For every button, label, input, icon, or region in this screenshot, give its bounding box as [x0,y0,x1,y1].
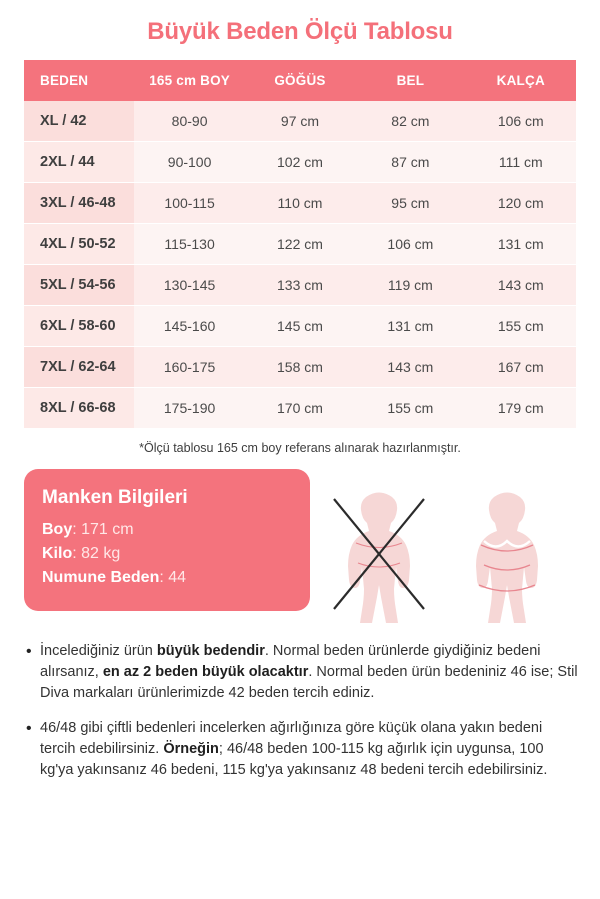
table-note: *Ölçü tablosu 165 cm boy referans alınarak hazırlanmıştır. [139,441,461,455]
cell-height: 145-160 [134,306,244,347]
cell-waist: 143 cm [355,347,465,388]
cell-size: 6XL / 58-60 [24,306,134,347]
cell-hip: 120 cm [466,183,576,224]
table-row [24,347,576,388]
cell-hip: 106 cm [466,101,576,142]
cell-waist: 155 cm [355,388,465,429]
column-header-boy: 165 cm BOY [134,60,244,101]
cell-bust: 170 cm [245,388,355,429]
cell-bust: 102 cm [245,142,355,183]
cell-waist: 95 cm [355,183,465,224]
model-row-sample-size: Numune Beden: 44 [42,569,187,586]
cell-height: 175-190 [134,388,244,429]
bullet-dot-icon: • [26,720,32,738]
cell-hip: 155 cm [466,306,576,347]
model-value-height: 171 cm [81,521,134,538]
bullet-part-strong: Örneğin [163,741,219,758]
cell-size: 2XL / 44 [24,142,134,183]
model-card-heading: Manken Bilgileri [42,487,188,508]
measurement-figures [310,469,576,623]
cell-hip: 167 cm [466,347,576,388]
table-row [24,224,576,265]
cell-waist: 87 cm [355,142,465,183]
cell-height: 115-130 [134,224,244,265]
cell-bust: 145 cm [245,306,355,347]
table-header [24,60,576,101]
cell-waist: 131 cm [355,306,465,347]
bullet-part: ; 46/48 beden 100-115 kg ağırlık için uygunsa, 100 kg'ya yakınsanız 46 bedeni, 115 kg'ya yakınsanız 48 bedeni tercih edebilirsiniz. [40,741,548,779]
table-row [24,388,576,429]
model-info-card [24,469,310,611]
bullet-part-strong: en az 2 beden büyük olacaktır [102,664,309,681]
cell-size: 8XL / 66-68 [24,388,134,429]
bullet-part: 46/48 gibi çiftli bedenleri incelerken ağırlığınıza göre küçük olana yakın bedeni tercih edebilirsiniz. [40,720,543,758]
cell-hip: 131 cm [466,224,576,265]
column-header-bel: BEL [355,60,465,101]
table-row [24,142,576,183]
cell-size: 5XL / 54-56 [24,265,134,306]
cell-waist: 106 cm [355,224,465,265]
cell-hip: 143 cm [466,265,576,306]
table-header-row [24,60,576,101]
bullet-text-2 [40,718,580,781]
cell-hip: 179 cm [466,388,576,429]
cell-height: 130-145 [134,265,244,306]
cell-height: 80-90 [134,101,244,142]
table-body [24,101,576,429]
model-value-weight: 82 kg [81,545,121,562]
correct-measure-figure-icon [448,483,566,623]
bullet-part: . Normal beden ürün bedeniniz 46 ise; Stil Diva markaları ürünlerimizde 42 beden tercih ediniz. [40,664,578,702]
notes-list [26,641,580,781]
column-header-gogus: GÖĞÜS [245,60,355,101]
table-row [24,265,576,306]
cell-height: 90-100 [134,142,244,183]
table-row [24,306,576,347]
cell-bust: 97 cm [245,101,355,142]
bullet-part: İncelediğiniz ürün [40,643,157,659]
cell-height: 100-115 [134,183,244,224]
cell-bust: 122 cm [245,224,355,265]
cell-size: XL / 42 [24,101,134,142]
model-row-weight: Kilo: 82 kg [42,545,121,562]
page-title: Büyük Beden Ölçü Tablosu [147,18,453,45]
column-header-beden: BEDEN [24,60,134,101]
list-item [26,718,580,781]
bullet-dot-icon: • [26,643,32,660]
model-value-sample-size: 44 [168,569,187,586]
model-label-weight: Kilo [42,545,73,562]
cell-size: 4XL / 50-52 [24,224,134,265]
table-row [24,101,576,142]
cell-bust: 158 cm [245,347,355,388]
wrong-measure-figure-icon [320,483,438,623]
bullet-part-strong: büyük bedendir [156,643,265,659]
bullet-part: . Normal beden ürünlerde giydiğiniz bedeni alırsanız, [40,643,541,681]
bullet-text-1 [40,641,580,704]
cell-bust: 110 cm [245,183,355,224]
cell-size: 7XL / 62-64 [24,347,134,388]
cell-height: 160-175 [134,347,244,388]
cell-size: 3XL / 46-48 [24,183,134,224]
model-label-sample-size: Numune Beden [42,569,160,586]
cell-waist: 119 cm [355,265,465,306]
column-header-kalca: KALÇA [466,60,576,101]
table-row [24,183,576,224]
model-row-height: Boy: 171 cm [42,521,134,538]
cell-waist: 82 cm [355,101,465,142]
cell-hip: 111 cm [466,142,576,183]
model-info-section [24,469,576,623]
size-table [24,60,576,429]
model-label-height: Boy [42,521,73,538]
cell-bust: 133 cm [245,265,355,306]
list-item [26,641,580,704]
